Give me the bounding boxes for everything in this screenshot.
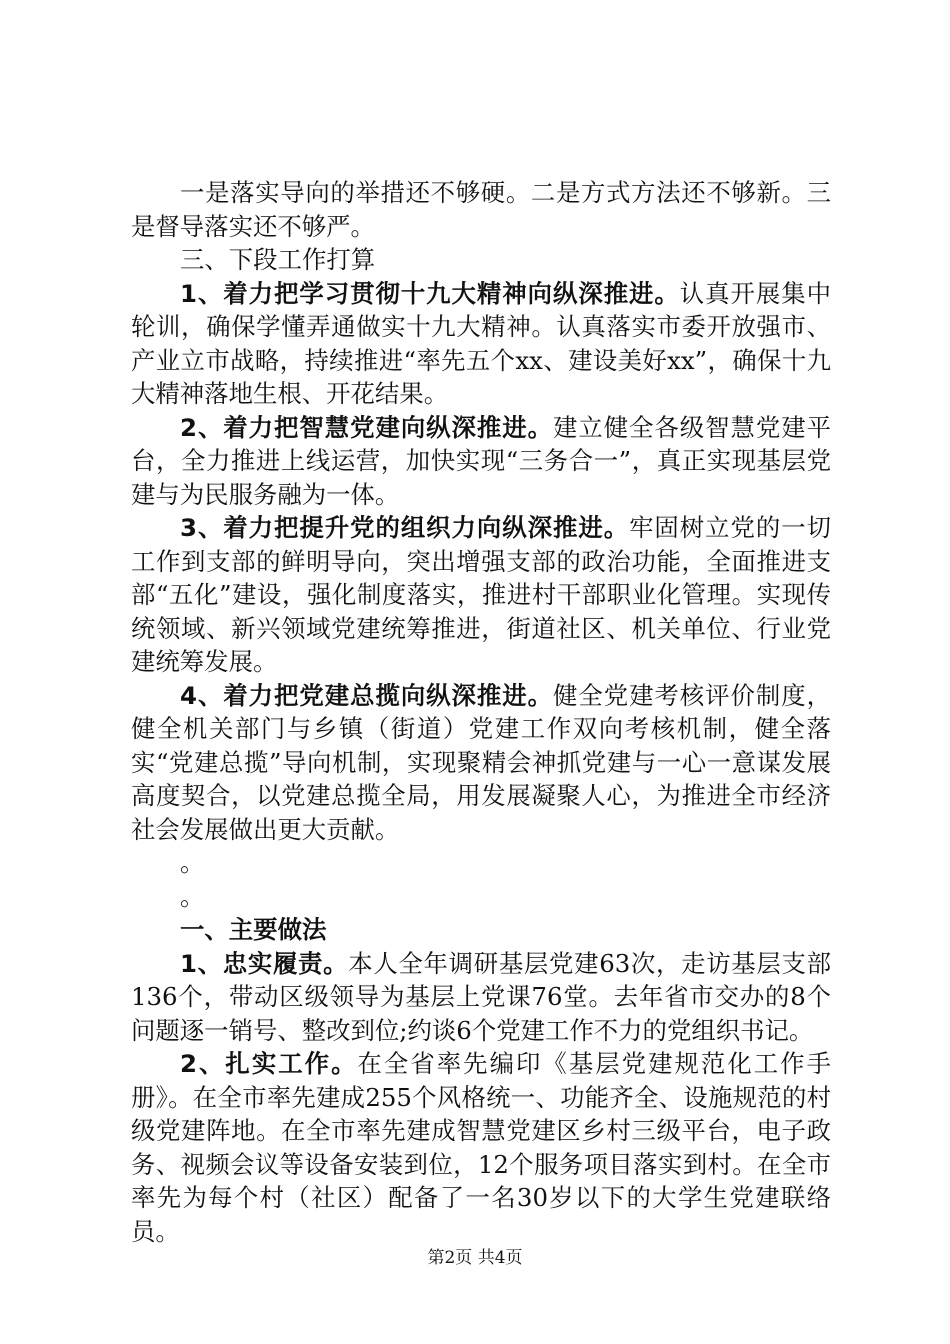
paragraph-period-1 <box>131 846 831 880</box>
paragraph-lead: 1、着力把学习贯彻十九大精神向纵深推进。 <box>180 278 680 308</box>
paragraph-lead: 2、着力把智慧党建向纵深推进。 <box>180 412 553 442</box>
section-heading-next-plans <box>131 243 831 277</box>
paragraph-text: 在全省率先编印《基层党建规范化工作手册》。在全市率先建成255个风格统一、功能齐全、设施规范的村级党建阵地。在全市率先建成智慧党建区乡村三级平台，电子政务、视频会议等设备安装到位，12个服务项目落实到村。在全市率先为每个村（社区）配备了一名30岁以下的大学生党建联络员。 <box>131 1049 831 1246</box>
paragraph-practice-1 <box>131 947 831 1048</box>
paragraph-practice-2 <box>131 1047 831 1248</box>
paragraph-text: 牢固树立党的一切工作到支部的鲜明导向，突出增强支部的政治功能，全面推进支部“五化”建设，强化制度落实，推进村干部职业化管理。实现传统领域、新兴领域党建统筹推进，街道社区、机关单位、行业党建统筹发展。 <box>131 513 831 676</box>
page-number-label: 第2页 共4页 <box>427 1248 523 1268</box>
document-body <box>131 176 831 1248</box>
paragraph-plan-2 <box>131 411 831 512</box>
page-footer <box>0 1243 950 1268</box>
paragraph-plan-3 <box>131 511 831 679</box>
paragraph-text: 健全党建考核评价制度，健全机关部门与乡镇（街道）党建工作双向考核机制，健全落实“党建总揽”导向机制，实现聚精会神抓党建与一心一意谋发展高度契合，以党建总揽全局，用发展凝聚人心，为推进全市经济社会发展做出更大贡献。 <box>131 680 831 844</box>
paragraph-text: 。 <box>180 881 205 911</box>
paragraph-text: 认真开展集中轮训，确保学懂弄通做实十九大精神。认真落实市委开放强市、产业立市战略，持续推进“率先五个xx、建设美好xx”，确保十九大精神落地生根、开花结果。 <box>131 278 831 408</box>
paragraph-text: 一是落实导向的举措还不够硬。二是方式方法还不够新。三是督导落实还不够严。 <box>131 178 831 241</box>
paragraph-text: 本人全年调研基层党建63次，走访基层支部136个，带动区级领导为基层上党课76堂。去年省市交办的8个问题逐一销号、整改到位;约谈6个党建工作不力的党组织书记。 <box>131 948 831 1045</box>
section-heading-text: 三、下段工作打算 <box>180 245 376 274</box>
paragraph-lead: 4、着力把党建总揽向纵深推进。 <box>180 680 553 710</box>
paragraph-text: 。 <box>180 848 205 877</box>
paragraph-lead: 2、扎实工作。 <box>180 1049 358 1078</box>
paragraph-plan-4 <box>131 679 831 847</box>
paragraph-problems <box>131 176 831 243</box>
paragraph-lead: 3、着力把提升党的组织力向纵深推进。 <box>180 513 630 542</box>
paragraph-plan-1 <box>131 277 831 411</box>
paragraph-text: 建立健全各级智慧党建平台，全力推进上线运营，加快实现“三务合一”，真正实现基层党建与为民服务融为一体。 <box>131 412 831 509</box>
paragraph-lead: 1、忠实履责。 <box>180 948 349 978</box>
section-heading-text: 一、主要做法 <box>180 915 327 944</box>
section-heading-main-practices <box>131 913 831 947</box>
paragraph-period-2 <box>131 880 831 914</box>
